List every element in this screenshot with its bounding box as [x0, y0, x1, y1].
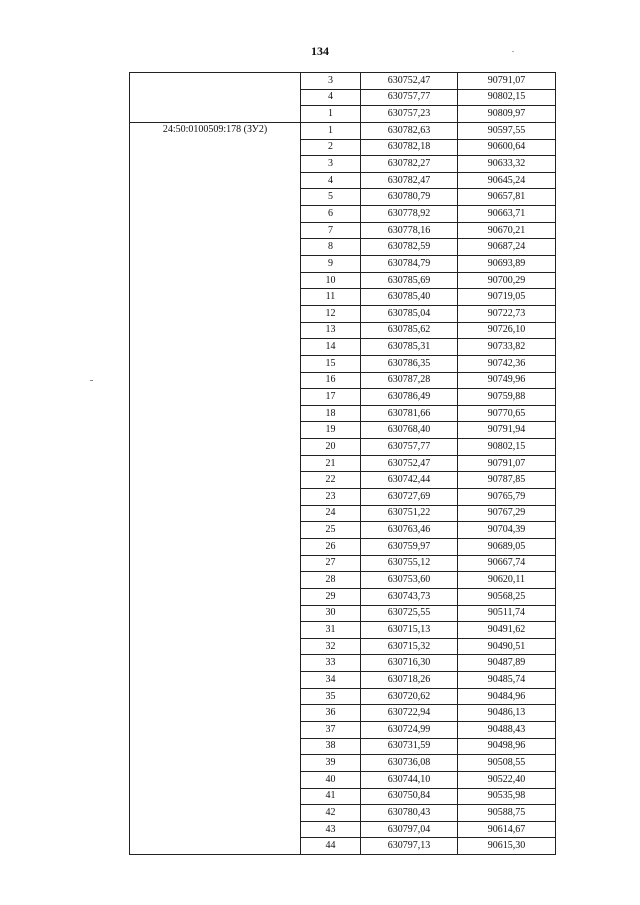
y-coordinate-cell: 90488,43 [458, 721, 556, 738]
point-number-cell: 4 [301, 172, 361, 189]
page-number: 134 [311, 44, 329, 58]
y-coordinate-cell: 90802,15 [458, 89, 556, 106]
point-number-cell: 17 [301, 389, 361, 406]
y-coordinate-cell: 90588,75 [458, 805, 556, 822]
y-coordinate-cell: 90487,89 [458, 655, 556, 672]
x-coordinate-cell: 630752,47 [361, 455, 458, 472]
y-coordinate-cell: 90722,73 [458, 305, 556, 322]
x-coordinate-cell: 630778,92 [361, 206, 458, 223]
point-number-cell: 4 [301, 89, 361, 106]
point-number-cell: 1 [301, 106, 361, 123]
point-number-cell: 39 [301, 755, 361, 772]
x-coordinate-cell: 630718,26 [361, 672, 458, 689]
y-coordinate-cell: 90787,85 [458, 472, 556, 489]
y-coordinate-cell: 90535,98 [458, 788, 556, 805]
y-coordinate-cell: 90791,07 [458, 455, 556, 472]
point-number-cell: 7 [301, 222, 361, 239]
y-coordinate-cell: 90687,24 [458, 239, 556, 256]
point-number-cell: 33 [301, 655, 361, 672]
x-coordinate-cell: 630731,59 [361, 738, 458, 755]
previous-parcel-cell [130, 73, 301, 123]
x-coordinate-cell: 630751,22 [361, 505, 458, 522]
y-coordinate-cell: 90767,29 [458, 505, 556, 522]
parcel-id-cell: 24:50:0100509:178 (ЗУ2) [130, 122, 301, 854]
point-number-cell: 20 [301, 439, 361, 456]
point-number-cell: 37 [301, 721, 361, 738]
point-number-cell: 22 [301, 472, 361, 489]
point-number-cell: 41 [301, 788, 361, 805]
x-coordinate-cell: 630785,31 [361, 339, 458, 356]
y-coordinate-cell: 90667,74 [458, 555, 556, 572]
y-coordinate-cell: 90693,89 [458, 256, 556, 273]
x-coordinate-cell: 630742,44 [361, 472, 458, 489]
point-number-cell: 10 [301, 272, 361, 289]
x-coordinate-cell: 630755,12 [361, 555, 458, 572]
point-number-cell: 6 [301, 206, 361, 223]
point-number-cell: 34 [301, 672, 361, 689]
x-coordinate-cell: 630785,62 [361, 322, 458, 339]
y-coordinate-cell: 90733,82 [458, 339, 556, 356]
y-coordinate-cell: 90742,36 [458, 355, 556, 372]
point-number-cell: 5 [301, 189, 361, 206]
x-coordinate-cell: 630785,69 [361, 272, 458, 289]
x-coordinate-cell: 630750,84 [361, 788, 458, 805]
y-coordinate-cell: 90663,71 [458, 206, 556, 223]
x-coordinate-cell: 630722,94 [361, 705, 458, 722]
x-coordinate-cell: 630757,77 [361, 439, 458, 456]
y-coordinate-cell: 90759,88 [458, 389, 556, 406]
x-coordinate-cell: 630786,35 [361, 355, 458, 372]
point-number-cell: 32 [301, 638, 361, 655]
x-coordinate-cell: 630780,43 [361, 805, 458, 822]
scan-artifact [512, 51, 514, 52]
x-coordinate-cell: 630786,49 [361, 389, 458, 406]
x-coordinate-cell: 630744,10 [361, 771, 458, 788]
point-number-cell: 1 [301, 122, 361, 139]
x-coordinate-cell: 630784,79 [361, 256, 458, 273]
y-coordinate-cell: 90615,30 [458, 838, 556, 855]
point-number-cell: 21 [301, 455, 361, 472]
coordinates-table-body [130, 73, 556, 855]
x-coordinate-cell: 630759,97 [361, 538, 458, 555]
y-coordinate-cell: 90485,74 [458, 672, 556, 689]
point-number-cell: 3 [301, 156, 361, 173]
point-number-cell: 29 [301, 588, 361, 605]
point-number-cell: 18 [301, 405, 361, 422]
x-coordinate-cell: 630797,04 [361, 821, 458, 838]
x-coordinate-cell: 630715,32 [361, 638, 458, 655]
y-coordinate-cell: 90508,55 [458, 755, 556, 772]
x-coordinate-cell: 630782,63 [361, 122, 458, 139]
point-number-cell: 42 [301, 805, 361, 822]
point-number-cell: 9 [301, 256, 361, 273]
y-coordinate-cell: 90614,67 [458, 821, 556, 838]
x-coordinate-cell: 630768,40 [361, 422, 458, 439]
x-coordinate-cell: 630797,13 [361, 838, 458, 855]
point-number-cell: 28 [301, 572, 361, 589]
y-coordinate-cell: 90809,97 [458, 106, 556, 123]
point-number-cell: 12 [301, 305, 361, 322]
x-coordinate-cell: 630785,04 [361, 305, 458, 322]
point-number-cell: 26 [301, 538, 361, 555]
y-coordinate-cell: 90802,15 [458, 439, 556, 456]
point-number-cell: 35 [301, 688, 361, 705]
y-coordinate-cell: 90689,05 [458, 538, 556, 555]
x-coordinate-cell: 630780,79 [361, 189, 458, 206]
y-coordinate-cell: 90700,29 [458, 272, 556, 289]
point-number-cell: 25 [301, 522, 361, 539]
y-coordinate-cell: 90791,07 [458, 73, 556, 90]
y-coordinate-cell: 90657,81 [458, 189, 556, 206]
x-coordinate-cell: 630782,47 [361, 172, 458, 189]
point-number-cell: 11 [301, 289, 361, 306]
table-row [130, 73, 556, 90]
x-coordinate-cell: 630778,16 [361, 222, 458, 239]
coordinates-table [129, 72, 556, 855]
point-number-cell: 44 [301, 838, 361, 855]
x-coordinate-cell: 630763,46 [361, 522, 458, 539]
point-number-cell: 36 [301, 705, 361, 722]
y-coordinate-cell: 90791,94 [458, 422, 556, 439]
y-coordinate-cell: 90486,13 [458, 705, 556, 722]
point-number-cell: 15 [301, 355, 361, 372]
x-coordinate-cell: 630782,59 [361, 239, 458, 256]
point-number-cell: 43 [301, 821, 361, 838]
x-coordinate-cell: 630782,18 [361, 139, 458, 156]
y-coordinate-cell: 90765,79 [458, 489, 556, 506]
point-number-cell: 19 [301, 422, 361, 439]
y-coordinate-cell: 90484,96 [458, 688, 556, 705]
point-number-cell: 14 [301, 339, 361, 356]
y-coordinate-cell: 90670,21 [458, 222, 556, 239]
x-coordinate-cell: 630727,69 [361, 489, 458, 506]
x-coordinate-cell: 630716,30 [361, 655, 458, 672]
table-row [130, 122, 556, 139]
point-number-cell: 13 [301, 322, 361, 339]
x-coordinate-cell: 630725,55 [361, 605, 458, 622]
point-number-cell: 27 [301, 555, 361, 572]
x-coordinate-cell: 630781,66 [361, 405, 458, 422]
x-coordinate-cell: 630782,27 [361, 156, 458, 173]
y-coordinate-cell: 90620,11 [458, 572, 556, 589]
y-coordinate-cell: 90568,25 [458, 588, 556, 605]
x-coordinate-cell: 630785,40 [361, 289, 458, 306]
point-number-cell: 40 [301, 771, 361, 788]
y-coordinate-cell: 90726,10 [458, 322, 556, 339]
y-coordinate-cell: 90522,40 [458, 771, 556, 788]
y-coordinate-cell: 90511,74 [458, 605, 556, 622]
x-coordinate-cell: 630757,77 [361, 89, 458, 106]
y-coordinate-cell: 90633,32 [458, 156, 556, 173]
y-coordinate-cell: 90597,55 [458, 122, 556, 139]
point-number-cell: 8 [301, 239, 361, 256]
point-number-cell: 2 [301, 139, 361, 156]
x-coordinate-cell: 630736,08 [361, 755, 458, 772]
point-number-cell: 38 [301, 738, 361, 755]
point-number-cell: 24 [301, 505, 361, 522]
y-coordinate-cell: 90600,64 [458, 139, 556, 156]
x-coordinate-cell: 630724,99 [361, 721, 458, 738]
x-coordinate-cell: 630757,23 [361, 106, 458, 123]
y-coordinate-cell: 90704,39 [458, 522, 556, 539]
x-coordinate-cell: 630743,73 [361, 588, 458, 605]
y-coordinate-cell: 90719,05 [458, 289, 556, 306]
point-number-cell: 23 [301, 489, 361, 506]
point-number-cell: 31 [301, 622, 361, 639]
y-coordinate-cell: 90498,96 [458, 738, 556, 755]
y-coordinate-cell: 90749,96 [458, 372, 556, 389]
point-number-cell: 3 [301, 73, 361, 90]
y-coordinate-cell: 90490,51 [458, 638, 556, 655]
x-coordinate-cell: 630715,13 [361, 622, 458, 639]
x-coordinate-cell: 630720,62 [361, 688, 458, 705]
scan-artifact [90, 380, 93, 381]
y-coordinate-cell: 90491,62 [458, 622, 556, 639]
point-number-cell: 16 [301, 372, 361, 389]
x-coordinate-cell: 630753,60 [361, 572, 458, 589]
point-number-cell: 30 [301, 605, 361, 622]
x-coordinate-cell: 630787,28 [361, 372, 458, 389]
y-coordinate-cell: 90770,65 [458, 405, 556, 422]
y-coordinate-cell: 90645,24 [458, 172, 556, 189]
x-coordinate-cell: 630752,47 [361, 73, 458, 90]
